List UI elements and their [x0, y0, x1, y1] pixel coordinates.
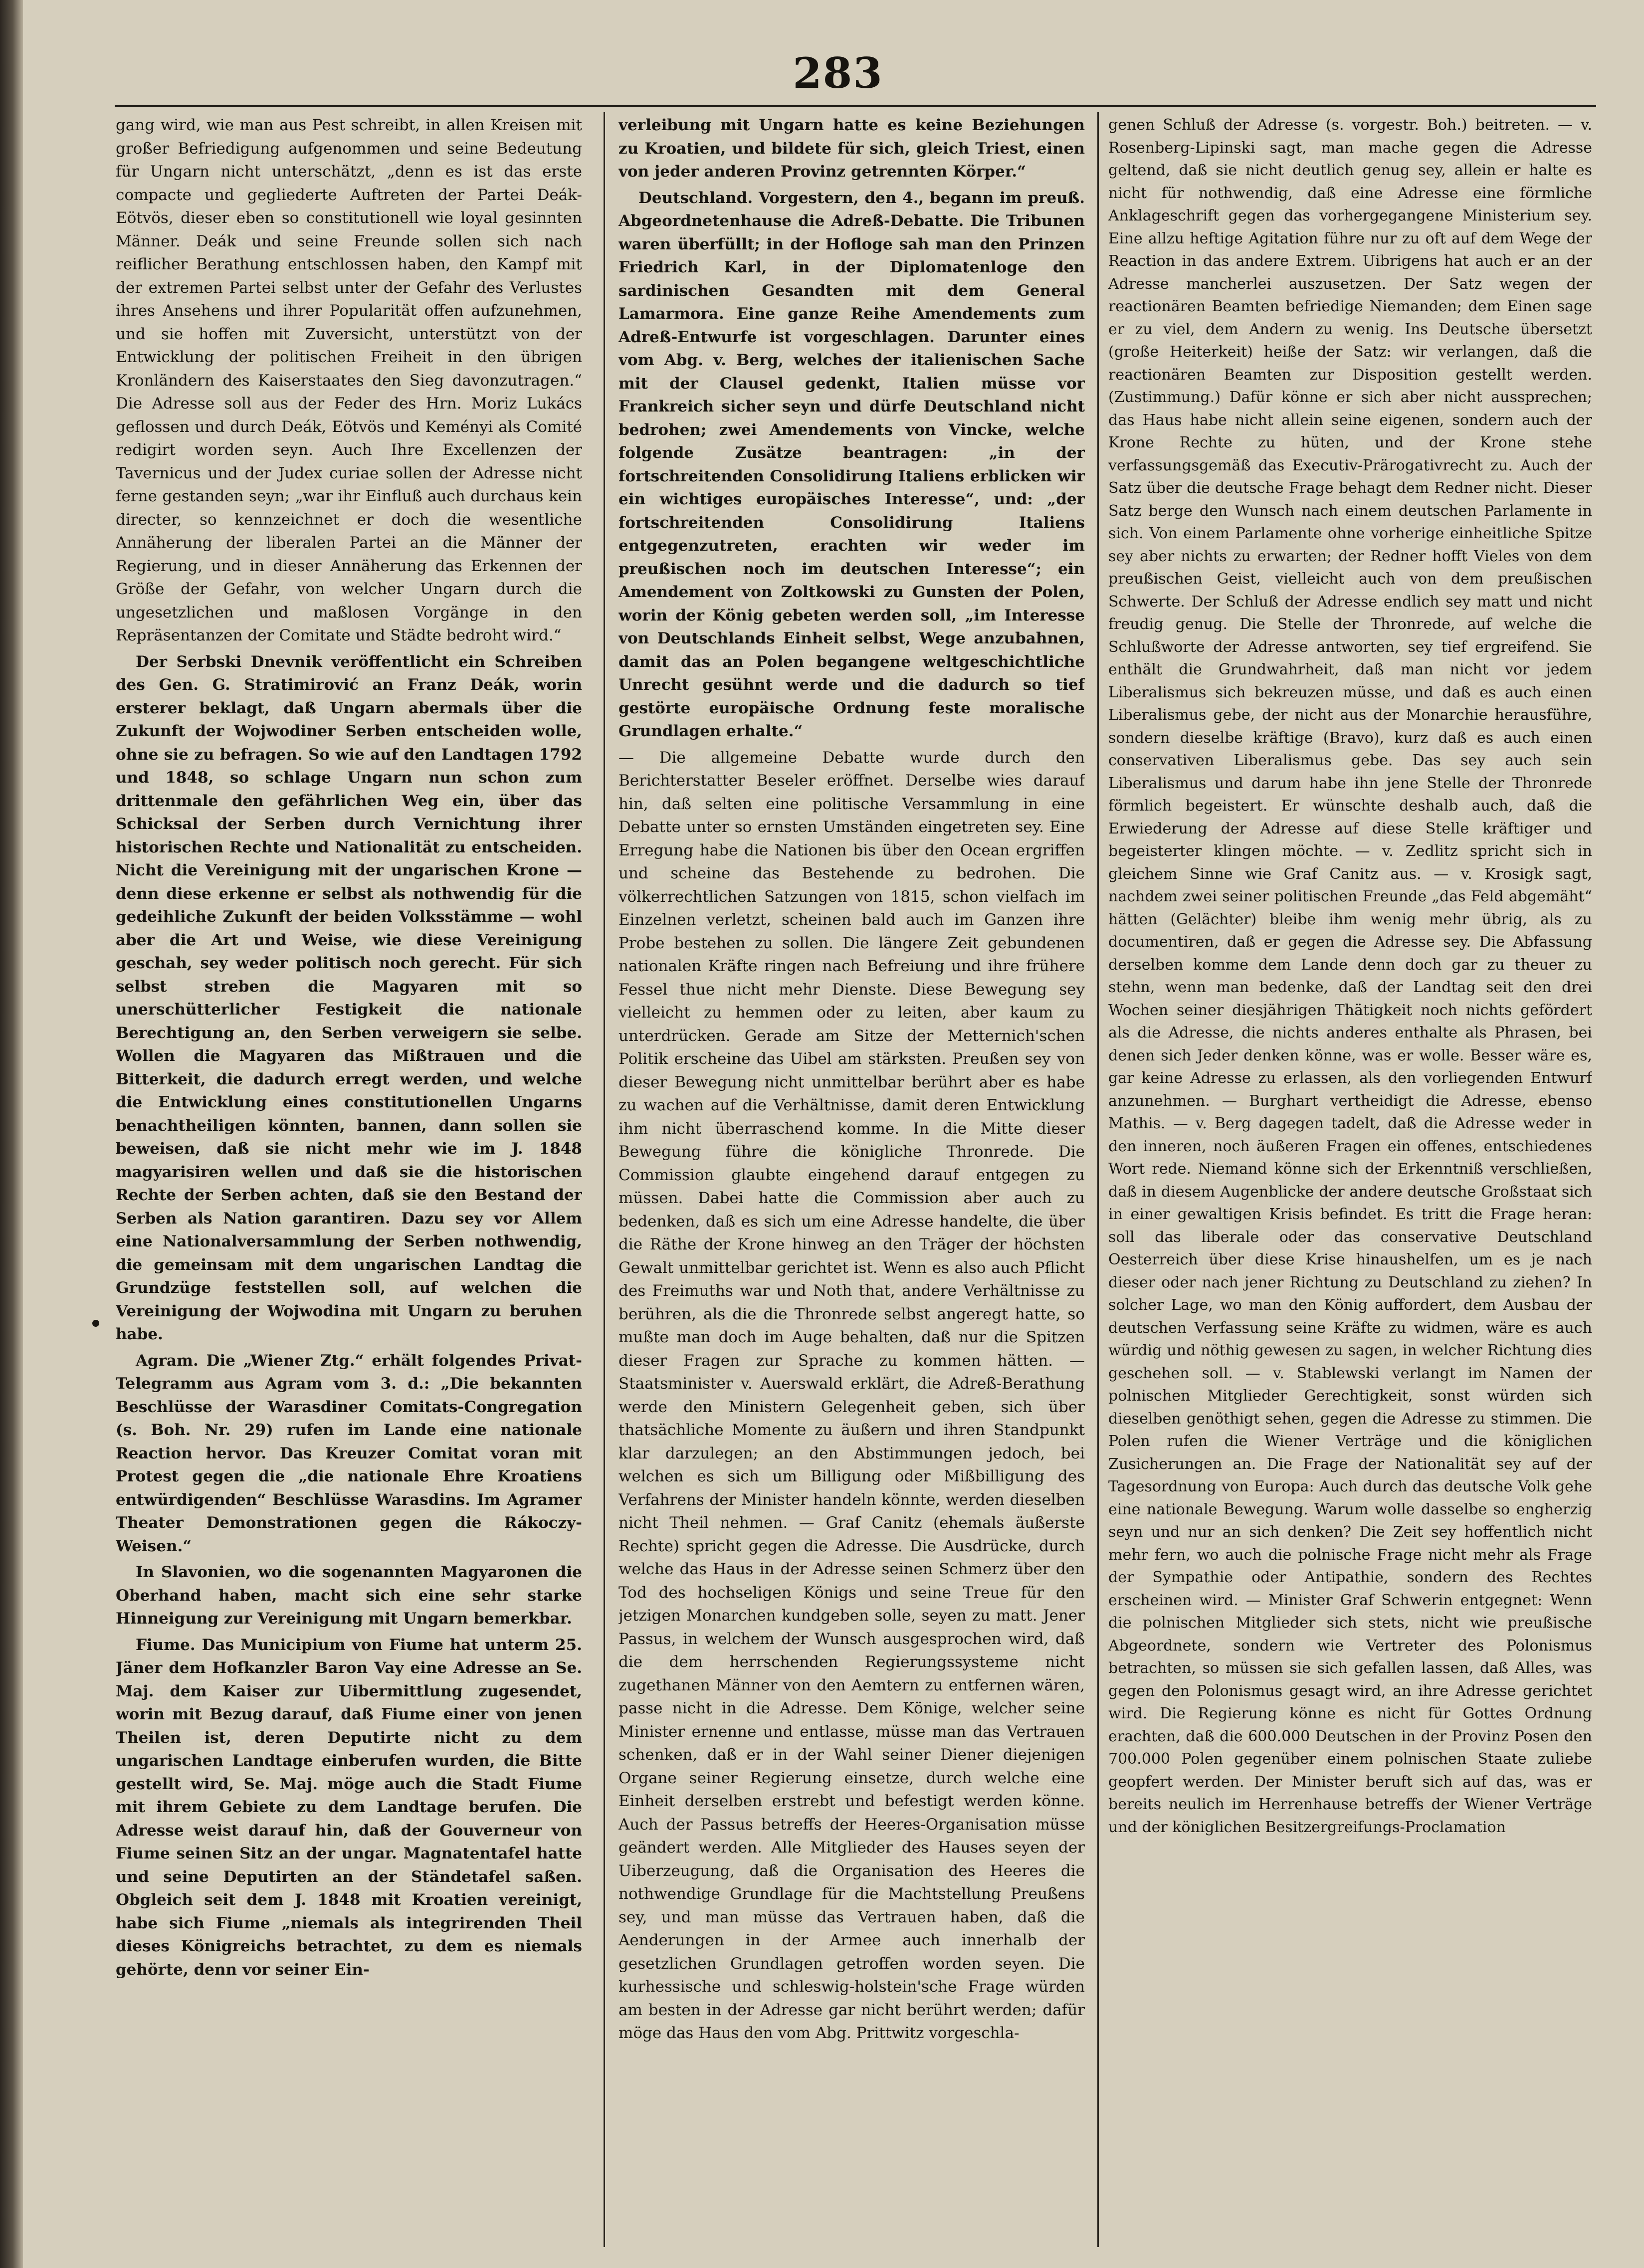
page-binding-shadow [0, 0, 23, 2268]
article-paragraph [618, 746, 1085, 2045]
article-paragraph [116, 1349, 582, 1558]
column-divider-2 [1097, 112, 1099, 2247]
article-paragraph [116, 114, 582, 647]
paragraph-text: Das Municipium von Fiume hat unterm 25. Jäner dem Hofkanzler Baron Vay eine Adresse an Se. Maj. dem Kaiser zur Uibermittlung zugesendet, worin mit Bezug darauf, daß Fiume einer von jenen Theilen ist, deren Deputirte nicht zu dem ungarischen Landtage einberufen wurden, die Bitte gestellt wird, Se. Maj. möge auch die Stadt Fiume mit ihrem Gebiete zu dem Landtage berufen. Die Adresse weist darauf hin, daß der Gouverneur von Fiume seinen Sitz an der ungar. Magnatentafel hatte und seine Deputirten an der Ständetafel saßen. Obgleich seit dem J. 1848 mit Kroatien vereinigt, habe sich Fiume „niemals als integrirenden Theil dieses Königreichs betrachtet, zu dem es niemals gehörte, denn vor seiner Ein- [116, 1636, 582, 1979]
margin-mark [92, 1320, 99, 1327]
article-paragraph [116, 1561, 582, 1631]
article-paragraph [618, 187, 1085, 743]
page-number: 283 [793, 48, 883, 98]
text-column-3 [1108, 114, 1592, 2254]
paragraph-text: gang wird, wie man aus Pest schreibt, in allen Kreisen mit großer Befriedigung aufgenommen und seine Bedeutung für Ungarn nicht unterschätzt, „denn es ist das erste compacte und gegliederte Auftreten der Partei Deák-Eötvös, dieser eben so constitutionell wie loyal gesinnten Männer. Deák und seine Freunde sollen sich nach reiflicher Berathung entschlossen haben, den Kampf mit der extremen Partei selbst unter der Gefahr des Verlustes ihres Ansehens und ihrer Popularität offen aufzunehmen, und sie hoffen mit Zuversicht, unterstützt von der Entwicklung der politischen Freiheit in den übrigen Kronländern des Kaiserstaates den Sieg davonzutragen.“ Die Adresse soll aus der Feder des Hrn. Moriz Lukács geflossen und durch Deák, Eötvös und Keményi als Comité redigirt worden seyn. Auch Ihre Excellenzen der Tavernicus und der Judex curiae sollen der Adresse nicht ferne gestanden seyn; „war ihr Einfluß auch durchaus kein directer, so kennzeichnet er doch die wesentliche Annäherung der liberalen Partei an die Männer der Regierung, und in dieser Annäherung das Erkennen der Größe der Gefahr, von welcher Ungarn durch die ungesetzlichen und maßlosen Vorgänge in den Repräsentanzen der Comitate und Städte bedroht wird.“ [116, 116, 582, 644]
article-paragraph [116, 650, 582, 1346]
text-column-1 [116, 114, 582, 2254]
dateline-place: Agram. [136, 1351, 199, 1370]
text-column-2 [618, 114, 1085, 2254]
article-paragraph [116, 1634, 582, 1982]
header-rule [115, 105, 1596, 107]
paragraph-text: Der Serbski Dnevnik veröffentlicht ein Schreiben des Gen. G. Stratimirović an Franz Deák, worin ersterer beklagt, daß Ungarn abermals über die Zukunft der Wojwodiner Serben entscheiden wolle, ohne sie zu befragen. So wie auf den Landtagen 1792 und 1848, so schlage Ungarn nun schon zum drittenmale den gefährlichen Weg ein, über das Schicksal der Serben durch Vernichtung ihrer historischen Rechte und Nationalität zu entscheiden. Nicht die Vereinigung mit der ungarischen Krone — denn diese erkenne er selbst als nothwendig für die gedeihliche Zukunft der beiden Volksstämme — wohl aber die Art und Weise, wie diese Vereinigung geschah, sey weder politisch noch gerecht. Für sich selbst streben die Magyaren mit so unerschütterlicher Festigkeit die nationale Berechtigung an, den Serben verweigern sie selbe. Wollen die Magyaren das Mißtrauen und die Bitterkeit, die dadurch erregt werden, und welche die Entwicklung eines constitutionellen Ungarns benachtheiligen könnten, bannen, dann sollen sie beweisen, daß sie nicht mehr wie im J. 1848 magyarisiren wellen und daß sie die historischen Rechte der Serben achten, daß sie den Bestand der Serben als Nation garantiren. Dazu sey vor Allem eine Nationalversammlung der Serben nothwendig, die gemeinsam mit dem ungarischen Landtag die Grundzüge feststellen soll, auf welchen die Vereinigung der Wojwodina mit Ungarn zu beruhen habe. [116, 652, 582, 1343]
paragraph-text: Die „Wiener Ztg.“ erhält folgendes Privat-Telegramm aus Agram vom 3. d.: „Die bekannten Beschlüsse der Warasdiner Comitats-Congregation (s. Boh. Nr. 29) rufen im Lande eine nationale Reaction hervor. Das Kreuzer Comitat voran mit Protest gegen die „die nationale Ehre Kroatiens entwürdigenden“ Beschlüsse Warasdins. Im Agramer Theater Demonstrationen gegen die Rákoczy-Weisen.“ [116, 1351, 582, 1555]
article-paragraph [618, 114, 1085, 184]
dateline-place: Deutschland. [638, 189, 753, 207]
paragraph-text: Vorgestern, den 4., begann im preuß. Abgeordnetenhause die Adreß-Debatte. Die Tribunen waren überfüllt; in der Hofloge sah man den Prinzen Friedrich Karl, in der Diplomatenloge den sardinischen Gesandten mit dem General Lamarmora. Eine ganze Reihe Amendements zum Adreß-Entwurfe ist vorgeschlagen. Darunter eines vom Abg. v. Berg, welches der italienischen Sache mit der Clausel gedenkt, Italien müsse vor Frankreich sicher seyn und dürfe Deutschland nicht bedrohen; zwei Amendements von Vincke, welche folgende Zusätze beantragen: „in der fortschreitenden Consolidirung Italiens erblicken wir ein wichtiges europäisches Interesse“, und: „der fortschreitenden Consolidirung Italiens entgegenzutreten, erachten wir weder im preußischen noch im deutschen Interesse“; ein Amendement von Zoltkowski zu Gunsten der Polen, worin der König gebeten werden soll, „im Interesse von Deutschlands Einheit selbst, Wege anzubahnen, damit das an Polen begangene weltgeschichtliche Unrecht gesühnt werde und die dadurch so tief gestörte europäische Ordnung feste moralische Grundlagen erhalte.“ [618, 189, 1085, 740]
paragraph-text: genen Schluß der Adresse (s. vorgestr. Boh.) beitreten. — v. Rosenberg-Lipinski sagt, man mache gegen die Adresse geltend, daß sie nicht deutlich genug sey, allein er halte es nicht für nothwendig, daß eine Adresse eine förmliche Anklageschrift gegen das vorhergegangene Ministerium sey. Eine allzu heftige Agitation führe nur zu oft auf dem Wege der Reaction in das andere Extrem. Uibrigens hat auch er an der Adresse mancherlei auszusetzen. Der Satz wegen der reactionären Beamten befriedige Niemanden; dem Einen sage er zu viel, dem Andern zu wenig. Ins Deutsche übersetzt (große Heiterkeit) heiße der Satz: wir verlangen, daß die reactionären Beamten zur Disposition gestellt werden. (Zustimmung.) Dafür könne er sich aber nicht aussprechen; das Haus habe nicht allein seine eigenen, sondern auch der Krone Rechte zu hüten, und der Krone stehe verfassungsgemäß das Executiv-Prärogativrecht zu. Auch der Satz über die deutsche Frage behagt dem Redner nicht. Dieser Satz berge den Wunsch nach einem deutschen Parlamente in sich. Von einem Parlamente ohne vorherige einheitliche Spitze sey aber nichts zu erwarten; der Redner hofft Vieles von dem preußischen Geist, vielleicht auch von dem preußischen Schwerte. Der Schluß der Adresse endlich sey matt und nicht freudig genug. Die Stelle der Thronrede, auf welche die Schlußworte der Adresse antworten, sey tief ergreifend. Sie enthält die Grundwahrheit, daß man nicht vor jedem Liberalismus sich bekreuzen müsse, und daß es auch einen Liberalismus gebe, der nicht aus der Monarchie herausführe, sondern dieselbe kräftige (Bravo), kurz daß es auch einen conservativen Liberalismus gebe. Das sey auch sein Liberalismus und darum habe ihn jene Stelle der Thronrede förmlich begeistert. Er wünschte deshalb auch, daß die Erwiederung der Adresse auf diese Stelle kräftiger und begeisterter klingen möchte. — v. Zedlitz spricht sich in gleichem Sinne wie Graf Canitz aus. — v. Krosigk sagt, nachdem zwei seiner politischen Freunde „das Feld abgemäht“ hätten (Gelächter) bleibe ihm wenig mehr übrig, als zu documentiren, daß er gegen die Adresse sey. Die Abfassung derselben komme dem Lande denn doch gar zu theuer zu stehn, wenn man bedenke, daß der Landtag seit den drei Wochen seiner diesjährigen Thätigkeit noch nichts gefördert als die Adresse, die nichts anderes enthalte als Phrasen, bei denen sich Jeder denken könne, was er wolle. Besser wäre es, gar keine Adresse zu erlassen, als den vorliegenden Entwurf anzunehmen. — Burghart vertheidigt die Adresse, ebenso Mathis. — v. Berg dagegen tadelt, daß die Adresse weder in den inneren, noch äußeren Fragen ein offenes, entschiedenes Wort rede. Niemand könne sich der Erkenntniß verschließen, daß in diesem Augenblicke der andere deutsche Großstaat sich in einer gewaltigen Krisis befindet. Es tritt die Frage heran: soll das liberale oder das conservative Deutschland Oesterreich über diese Krise hinaushelfen, um es je nach dieser oder nach jener Richtung zu Deutschland zu ziehen? In solcher Lage, wo man den König auffordert, dem Ausbau der deutschen Verfassung seine Kräfte zu widmen, wäre es auch würdig und nöthig gewesen zu sagen, in welcher Richtung dies geschehen soll. — v. Stablewski verlangt im Namen der polnischen Mitglieder Gerechtigkeit, sonst würden sich dieselben genöthigt sehen, gegen die Adresse zu stimmen. Die Polen rufen die Wiener Verträge und die königlichen Zusicherungen an. Die Frage der Nationalität sey auf der Tagesordnung von Europa: Auch durch das deutsche Volk gehe eine nationale Bewegung. Warum wolle dasselbe so engherzig seyn und nur an sich denken? Die Zeit sey hoffentlich nicht mehr fern, wo auch die polnische Frage nicht mehr als Frage der Sympathie oder Antipathie, sondern des Rechtes erscheinen wird. — Minister Graf Schwerin entgegnet: Wenn die polnischen Mitglieder sich stets, nicht wie preußische Abgeordnete, sondern wie Vertreter des Polonismus betrachten, so müssen sie sich gefallen lassen, daß Alles, was gegen den Polonismus gesagt wird, an ihre Adresse gerichtet wird. Die Regierung könne es nicht für Gottes Ordnung erachten, daß die 600.000 Deutschen in der Provinz Posen den 700.000 Polen gegenüber einem polnischen Staate zuliebe geopfert werden. Der Minister beruft sich auf das, was er bereits neulich im Herrenhause betreffs der Wiener Verträge und der königlichen Besitzergreifungs-Proclamation [1108, 116, 1592, 1836]
dateline-place: Fiume. [136, 1636, 196, 1654]
paragraph-text: In Slavonien, wo die sogenannten Magyaronen die Oberhand haben, macht sich eine sehr starke Hinneigung zur Vereinigung mit Ungarn bemerkbar. [116, 1563, 582, 1628]
paragraph-text: — Die allgemeine Debatte wurde durch den Berichterstatter Beseler eröffnet. Derselbe wies darauf hin, daß selten eine politische Versammlung in eine Debatte unter so ernsten Umständen eingetreten sey. Eine Erregung habe die Nationen bis über den Ocean ergriffen und scheine das Bestehende zu bedrohen. Die völkerrechtlichen Satzungen von 1815, schon vielfach im Einzelnen verletzt, scheinen bald auch im Ganzen ihre Probe bestehen zu sollen. Die längere Zeit gebundenen nationalen Kräfte ringen nach Befreiung und ihre frühere Fessel thue nicht mehr Dienste. Diese Bewegung sey vielleicht zu hemmen oder zu leiten, aber kaum zu unterdrücken. Gerade am Sitze der Metternich'schen Politik erscheine das Uibel am stärksten. Preußen sey von dieser Bewegung nicht unmittelbar berührt aber es habe zu wachen auf die Verhältnisse, damit deren Entwicklung ihm nicht überraschend komme. In die Mitte dieser Bewegung führe die königliche Thronrede. Die Commission glaubte eingehend darauf entgegen zu müssen. Dabei hatte die Commission aber auch zu bedenken, daß es sich um eine Adresse handelte, die über die Räthe der Krone hinweg an den Träger der höchsten Gewalt unmittelbar gerichtet ist. Wenn es also auch Pflicht des Freimuths war und Noth that, andere Verhältnisse zu berühren, als die die Thronrede selbst angeregt hatte, so mußte man doch im Auge behalten, daß nur die Spitzen dieser Fragen zur Sprache zu kommen hätten. — Staatsminister v. Auerswald erklärt, die Adreß-Berathung werde den Ministern Gelegenheit geben, sich über thatsächliche Momente zu äußern und ihren Standpunkt klar darzulegen; an den Abstimmungen jedoch, bei welchen es sich um Billigung oder Mißbilligung des Verfahrens der Minister handeln könnte, werden dieselben nicht Theil nehmen. — Graf Canitz (ehemals äußerste Rechte) spricht gegen die Adresse. Die Ausdrücke, durch welche das Haus in der Adresse seinen Schmerz über den Tod des hochseligen Königs und seine Treue für den jetzigen Monarchen kundgeben solle, seyen zu matt. Jener Passus, in welchem der Wunsch ausgesprochen wird, daß die dem herrschenden Regierungssysteme nicht zugethanen Männer von den Aemtern zu entfernen wären, passe nicht in die Adresse. Dem Könige, welcher seine Minister ernenne und entlasse, müsse man das Vertrauen schenken, daß er in der Wahl seiner Diener diejenigen Organe seiner Regierung einsetze, durch welche eine Einheit derselben erstrebt und befestigt werden könne. Auch der Passus betreffs der Heeres-Organisation müsse geändert werden. Alle Mitglieder des Hauses seyen der Uiberzeugung, daß die Organisation des Heeres die nothwendige Grundlage für die Machtstellung Preußens sey, und man müsse das Vertrauen haben, daß die Aenderungen in der Armee auch innerhalb der gesetzlichen Grundlagen getroffen worden seyen. Die kurhessische und schleswig-holstein'sche Frage würden am besten in der Adresse gar nicht berührt werden; dafür möge das Haus den vom Abg. Prittwitz vorgeschla- [618, 748, 1085, 2042]
paragraph-text: verleibung mit Ungarn hatte es keine Beziehungen zu Kroatien, und bildete für sich, gleich Triest, einen von jeder anderen Provinz getrennten Körper.“ [618, 116, 1085, 181]
article-paragraph [1108, 114, 1592, 1839]
column-divider-1 [604, 112, 605, 2247]
